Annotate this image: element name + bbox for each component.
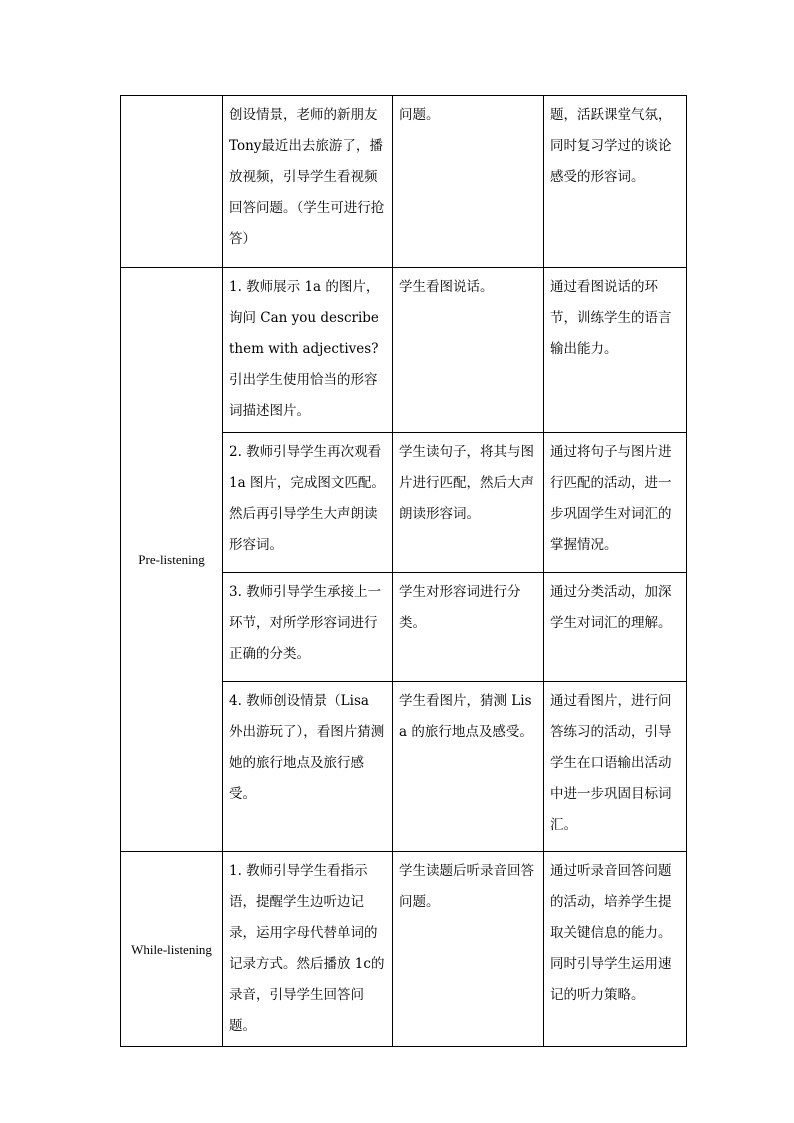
design-purpose-cell: 通过听录音回答问题的活动，培养学生提取关键信息的能力。同时引导学生运用速记的听力策略。: [544, 852, 687, 1047]
design-purpose-cell: 通过分类活动，加深学生对词汇的理解。: [544, 573, 687, 682]
student-activity-cell: 学生看图片，猜测 Lisa 的旅行地点及感受。: [393, 682, 544, 852]
table-row: [121, 852, 687, 1047]
teacher-activity-cell: 1. 教师展示 1a 的图片，询问 Can you describe them with adjectives? 引出学生使用恰当的形容词描述图片。: [223, 268, 393, 433]
teacher-activity-cell: 3. 教师引导学生承接上一环节，对所学形容词进行正确的分类。: [223, 573, 393, 682]
design-purpose-cell: 通过将句子与图片进行匹配的活动，进一步巩固学生对词汇的掌握情况。: [544, 433, 687, 573]
lesson-plan-table: [120, 95, 687, 1047]
student-activity-cell: 学生读题后听录音回答问题。: [393, 852, 544, 1047]
teacher-activity-cell: 4. 教师创设情景（Lisa 外出游玩了），看图片猜测她的旅行地点及旅行感受。: [223, 682, 393, 852]
student-activity-cell: 学生看图说话。: [393, 268, 544, 433]
table-row: [121, 268, 687, 433]
stage-cell: [121, 96, 223, 268]
student-activity-cell: 学生对形容词进行分类。: [393, 573, 544, 682]
teacher-activity-cell: 1. 教师引导学生看指示语，提醒学生边听边记录，运用字母代替单词的记录方式。然后播放 1c的录音，引导学生回答问题。: [223, 852, 393, 1047]
teacher-activity-cell: 创设情景，老师的新朋友Tony最近出去旅游了，播放视频，引导学生看视频回答问题。（学生可进行抢答）: [223, 96, 393, 268]
stage-cell-while-listening: While-listening: [121, 852, 223, 1047]
stage-cell-pre-listening: Pre-listening: [121, 268, 223, 852]
design-purpose-cell: 通过看图片，进行问答练习的活动，引导学生在口语输出活动中进一步巩固目标词汇。: [544, 682, 687, 852]
design-purpose-cell: 通过看图说话的环节，训练学生的语言输出能力。: [544, 268, 687, 433]
student-activity-cell: 学生读句子，将其与图片进行匹配，然后大声朗读形容词。: [393, 433, 544, 573]
table-row: [121, 96, 687, 268]
teacher-activity-cell: 2. 教师引导学生再次观看 1a 图片，完成图文匹配。然后再引导学生大声朗读形容词。: [223, 433, 393, 573]
design-purpose-cell: 题，活跃课堂气氛，同时复习学过的谈论感受的形容词。: [544, 96, 687, 268]
student-activity-cell: 问题。: [393, 96, 544, 268]
